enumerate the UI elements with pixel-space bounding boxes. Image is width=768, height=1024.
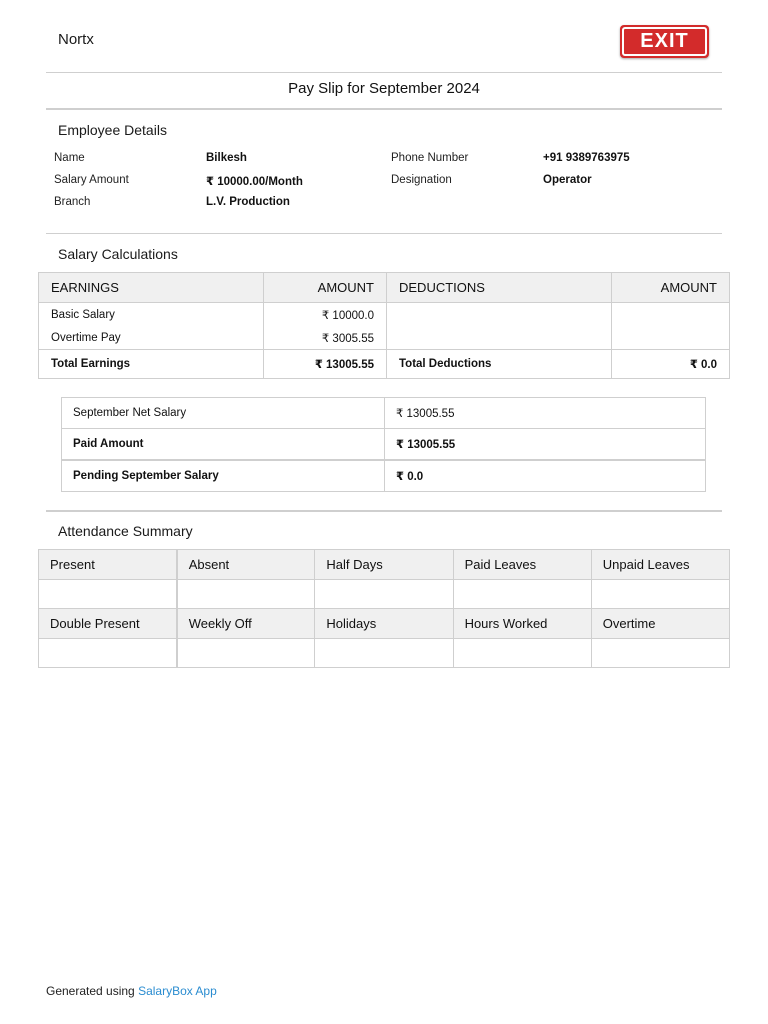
salary-amount-label: Salary Amount	[54, 174, 129, 186]
deductions-header: DEDUCTIONS	[387, 273, 612, 303]
deduction-label	[387, 303, 612, 327]
footer	[46, 984, 217, 998]
earning-label: Basic Salary	[39, 303, 264, 327]
attendance-value-cell	[177, 580, 315, 609]
deduction-amount	[612, 326, 730, 350]
attendance-header-double-present: Double Present	[39, 609, 177, 639]
earnings-amount-header: AMOUNT	[264, 273, 387, 303]
net-salary-label: September Net Salary	[62, 398, 385, 429]
salary-amount-value: ₹ 10000.00/Month	[206, 176, 303, 188]
deduction-amount	[612, 303, 730, 327]
earnings-header: EARNINGS	[39, 273, 264, 303]
attendance-value-cell	[453, 639, 591, 668]
footer-prefix: Generated using	[46, 984, 139, 998]
attendance-header-present: Present	[39, 550, 177, 580]
salary-calculations-title: Salary Calculations	[58, 246, 178, 262]
divider	[46, 108, 722, 110]
net-salary-table	[61, 397, 706, 492]
salarybox-app-link[interactable]: SalaryBox App	[138, 984, 217, 998]
attendance-header-absent: Absent	[177, 550, 315, 580]
attendance-header-holidays: Holidays	[315, 609, 453, 639]
name-value: Bilkesh	[206, 152, 247, 164]
attendance-header-half-days: Half Days	[315, 550, 453, 580]
total-earnings-value: ₹ 13005.55	[264, 350, 387, 379]
divider	[46, 510, 722, 512]
exit-button-label: EXIT	[622, 27, 707, 56]
designation-value: Operator	[543, 174, 592, 186]
total-deductions-value: ₹ 0.0	[612, 350, 730, 379]
paid-amount-label: Paid Amount	[62, 429, 385, 461]
pending-salary-value: ₹ 0.0	[385, 460, 706, 492]
divider	[46, 72, 722, 73]
phone-label: Phone Number	[391, 152, 469, 164]
attendance-value-cell	[39, 580, 177, 609]
divider	[46, 233, 722, 234]
attendance-value-cell	[315, 580, 453, 609]
attendance-value-cell	[315, 639, 453, 668]
attendance-header-overtime: Overtime	[591, 609, 729, 639]
earning-amount: ₹ 10000.0	[264, 303, 387, 327]
total-deductions-label: Total Deductions	[387, 350, 612, 379]
company-name: Nortx	[58, 31, 94, 48]
attendance-value-cell	[591, 580, 729, 609]
employee-details-title: Employee Details	[58, 122, 167, 138]
attendance-header-hours-worked: Hours Worked	[453, 609, 591, 639]
attendance-header-unpaid-leaves: Unpaid Leaves	[591, 550, 729, 580]
branch-value: L.V. Production	[206, 196, 290, 208]
attendance-value-cell	[39, 639, 177, 668]
attendance-table	[38, 549, 730, 668]
page-title: Pay Slip for September 2024	[288, 80, 480, 97]
pending-salary-label: Pending September Salary	[62, 460, 385, 492]
attendance-value-cell	[177, 639, 315, 668]
attendance-value-cell	[453, 580, 591, 609]
deduction-label	[387, 326, 612, 350]
designation-label: Designation	[391, 174, 452, 186]
attendance-header-weekly-off: Weekly Off	[177, 609, 315, 639]
earning-amount: ₹ 3005.55	[264, 326, 387, 350]
paid-amount-value: ₹ 13005.55	[385, 429, 706, 461]
total-earnings-label: Total Earnings	[39, 350, 264, 379]
attendance-summary-title: Attendance Summary	[58, 523, 193, 539]
net-salary-value: ₹ 13005.55	[385, 398, 706, 429]
phone-value: +91 9389763975	[543, 152, 630, 164]
branch-label: Branch	[54, 196, 91, 208]
attendance-value-cell	[591, 639, 729, 668]
earning-label: Overtime Pay	[39, 326, 264, 350]
attendance-header-paid-leaves: Paid Leaves	[453, 550, 591, 580]
exit-button[interactable]	[620, 25, 709, 58]
salary-table	[38, 272, 730, 379]
name-label: Name	[54, 152, 85, 164]
deductions-amount-header: AMOUNT	[612, 273, 730, 303]
